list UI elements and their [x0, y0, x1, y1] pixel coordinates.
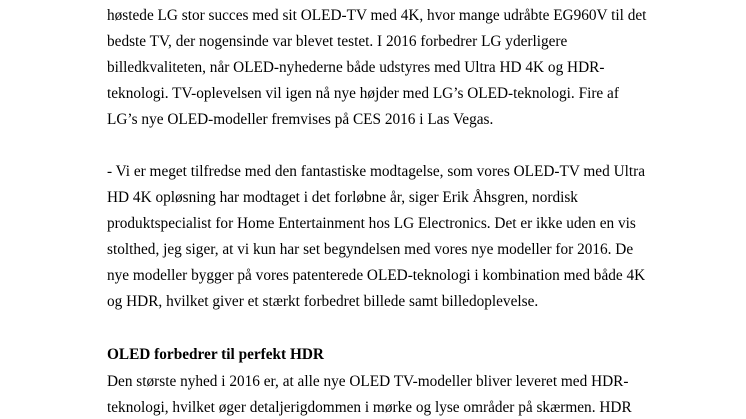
paragraph-2-line-6: og HDR, hvilket giver et stærkt forbedret billede samt billedoplevelse.: [107, 293, 539, 310]
paragraph-3-line-2: teknologi, hvilket øger detaljerigdommen i mørke og lyse områder på skærmen. HDR: [107, 399, 632, 416]
paragraph-2-line-4: stolthed, jeg siger, at vi kun har set begyndelsen med vores nye modeller for 2016. De: [107, 241, 634, 258]
section-heading: OLED forbedrer til perfekt HDR: [107, 346, 324, 363]
paragraph-1-line-3: billedkvaliteten, når OLED-nyhederne både udstyres med Ultra HD 4K og HDR-: [107, 59, 605, 76]
paragraph-1-line-5: LG’s nye OLED-modeller fremvises på CES 2016 i Las Vegas.: [107, 111, 494, 128]
paragraph-1-line-4: teknologi. TV-oplevelsen vil igen nå nye højder med LG’s OLED-teknologi. Fire af: [107, 85, 619, 102]
paragraph-3-line-1: Den største nyhed i 2016 er, at alle nye OLED TV-modeller bliver leveret med HDR-: [107, 373, 629, 390]
paragraph-1-line-1: høstede LG stor succes med sit OLED-TV med 4K, hvor mange udråbte EG960V til det: [107, 7, 647, 24]
paragraph-2-line-1: - Vi er meget tilfredse med den fantastiske modtagelse, som vores OLED-TV med Ultra: [107, 163, 646, 180]
paragraph-2-line-3: produktspecialist for Home Entertainment hos LG Electronics. Det er ikke uden en vis: [107, 215, 636, 232]
paragraph-2-line-5: nye modeller bygger på vores patenterede OLED-teknologi i kombination med både 4K: [107, 267, 646, 284]
paragraph-1-line-2: bedste TV, der nogensinde var blevet testet. I 2016 forbedrer LG yderligere: [107, 33, 568, 50]
paragraph-2-line-2: HD 4K opløsning har modtaget i det forløbne år, siger Erik Åhsgren, nordisk: [107, 189, 578, 206]
